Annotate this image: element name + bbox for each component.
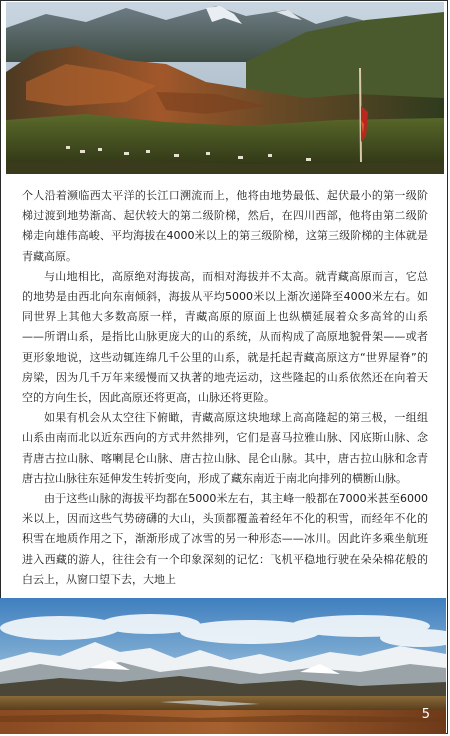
top-photo-mountain-valley	[6, 2, 444, 174]
paragraph-3: 如果有机会从太空往下俯瞰，青藏高原这块地球上高高隆起的第三极，一组组山系由南而北以近东西向的方式井然排列，它们是喜马拉雅山脉、冈底斯山脉、念青唐古拉山脉、喀喇昆仑山脉、唐古拉山脉、昆仑山脉。其中，唐古拉山脉和念青唐古拉山脉往东延伸发生转折变向，形成了藏东南近于南北向排列的横断山脉。	[22, 411, 428, 485]
paragraph-2: 与山地相比，高原绝对海拔高，而相对海拔并不太高。就青藏高原而言，它总的地势是由西北向东南倾斜，海拔从平均5000米以上渐次递降至4000米左右。如同世界上其他大多数高原一样，青藏高原的原面上也纵横延展着众多高耸的山系——所谓山系，是指比山脉更庞大的山的系统，从而构成了高原地貌骨架——或者更形象地说，这些动辄连绵几千公里的山系，就是托起青藏高原这方“世界屋脊”的房梁，因为几千万年来缓慢而又执著的地壳运动，这些隆起的山系依然还在向着天空的方向生长，因此高原还将更高，山脉还将更险。	[22, 269, 428, 405]
paragraph-1: 个人沿着濒临西太平洋的长江口溯流而上，他将由地势最低、起伏最小的第一级阶梯过渡到地势渐高、起伏较大的第二级阶梯，然后，在四川西部，他将由第二级阶梯走向雄伟高峻、平均海拔在4000米以上的第三级阶梯，这第三级阶梯的主体就是青藏高原。	[22, 189, 428, 263]
article-body	[22, 186, 428, 590]
paragraph-4: 由于这些山脉的海拔平均都在5000米左右，其主峰一般都在7000米甚至6000米以上，因而这些气势磅礴的大山，头顶都覆盖着经年不化的积雪，而经年不化的积雪在地质作用之下，渐渐形成了冰雪的另一种形态——冰川。因此许多乘坐航班进入西藏的游人，往往会有一个印象深刻的记忆：飞机平稳地行驶在朵朵棉花般的白云上，从窗口望下去，大地上	[22, 492, 428, 586]
bottom-photo-snow-mountains	[0, 598, 446, 734]
page-number: 5	[421, 707, 430, 722]
